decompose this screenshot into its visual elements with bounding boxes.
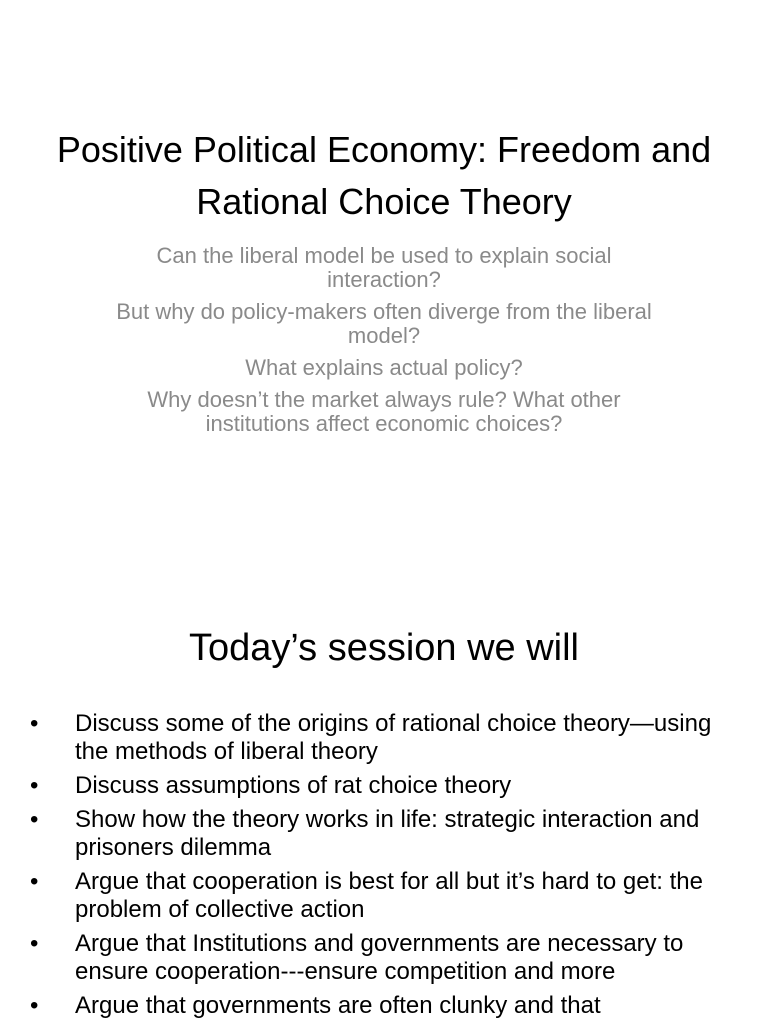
bullet-icon: • — [30, 930, 39, 957]
slide-1-subtitle — [110, 244, 658, 444]
list-item — [30, 868, 730, 924]
bullet-text: Argue that cooperation is best for all but it’s hard to get: the problem of collective action — [75, 868, 703, 923]
list-item — [30, 772, 730, 800]
slide-2 — [0, 512, 768, 1024]
bullet-icon: • — [30, 772, 39, 799]
subtitle-line: Why doesn’t the market always rule? What other institutions affect economic choices? — [147, 387, 621, 436]
bullet-icon: • — [30, 710, 39, 737]
bullet-icon: • — [30, 806, 39, 833]
slide-2-title: Today’s session we will — [188, 627, 580, 669]
list-item — [30, 930, 730, 986]
subtitle-line: What explains actual policy? — [245, 355, 523, 380]
list-item — [30, 992, 730, 1020]
bullet-text: Argue that governments are often clunky and that — [75, 992, 601, 1019]
slide-1-title: Positive Political Economy: Freedom and Rational Choice Theory — [56, 129, 712, 222]
subtitle-line: Can the liberal model be used to explain social interaction? — [156, 243, 612, 292]
subtitle-line: But why do policy-makers often diverge from the liberal model? — [116, 299, 652, 348]
bullet-icon: • — [30, 992, 39, 1019]
list-item — [30, 710, 730, 766]
list-item — [30, 806, 730, 862]
bullet-icon: • — [30, 868, 39, 895]
bullet-text: Discuss assumptions of rat choice theory — [75, 772, 512, 799]
bullet-text: Show how the theory works in life: strategic interaction and prisoners dilemma — [75, 806, 700, 861]
bullet-text: Argue that Institutions and governments are necessary to ensure cooperation---ensure competition and more — [75, 930, 684, 985]
bullet-text: Discuss some of the origins of rational choice theory—using the methods of liberal theory — [75, 710, 712, 765]
bullet-list — [30, 710, 730, 1024]
